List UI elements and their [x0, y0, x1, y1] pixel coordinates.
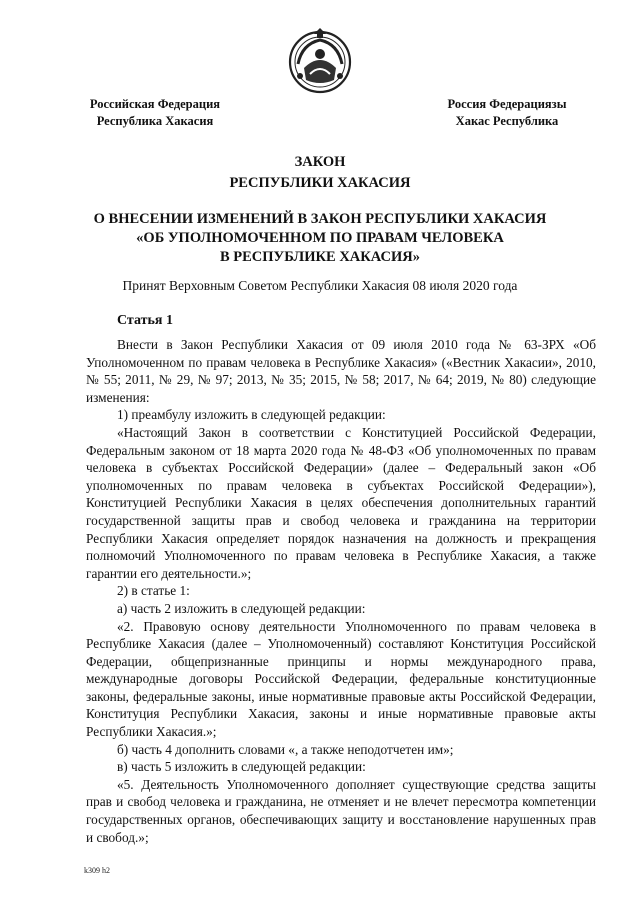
header-right	[432, 96, 582, 130]
doc-subtitle-line1: О ВНЕСЕНИИ ИЗМЕНЕНИЙ В ЗАКОН РЕСПУБЛИКИ ХАКАСИЯ	[93, 211, 547, 227]
paragraph: «Настоящий Закон в соответствии с Конституцией Российской Федерации, Федеральным законом от 18 марта 2020 года № 48-ФЗ «Об уполномоченных по правам человека в субъектах Российской Федерации» (далее – Федеральный закон «Об уполномоченных по правам человека в субъектах Российской Федерации»), Конституцией Республики Хакасия в целях обеспечения дополнительных гарантий государственной защиты прав и свобод человека и гражданина на территории Республики Хакасия определяет порядок назначения на должность и прекращения полномочий Уполномоченного по правам человека в Республике Хакасия, а также гарантии его деятельности.»;	[86, 424, 596, 581]
header-right-country: Россия Федерациязы	[447, 97, 567, 111]
article-body	[86, 336, 596, 846]
coat-of-arms-icon	[284, 24, 356, 96]
header-left-republic: Республика Хакасия	[96, 114, 214, 128]
footer-code: k309 h2	[84, 866, 110, 875]
doc-subtitle-line2: «ОБ УПОЛНОМОЧЕННОМ ПО ПРАВАМ ЧЕЛОВЕКА	[136, 230, 504, 246]
paragraph: 2) в статье 1:	[117, 583, 190, 599]
adoption-line: Принят Верховным Советом Республики Хакасия 08 июля 2020 года	[122, 278, 518, 293]
paragraph: «5. Деятельность Уполномоченного дополняет существующие средства защиты прав и свобод человека и гражданина, не отменяет и не влечет пересмотра компетенции государственных органов, обеспечивающих защиту и восстановление нарушенных прав и свобод.»;	[86, 776, 596, 845]
doc-title-law: ЗАКОН	[294, 154, 346, 170]
doc-title-republic: РЕСПУБЛИКИ ХАКАСИЯ	[229, 175, 411, 191]
paragraph: Внести в Закон Республики Хакасия от 09 июля 2010 года № 63-ЗРХ «Об Уполномоченном по правам человека в Республике Хакасия» («Вестник Хакасии», 2010, № 55; 2011, № 29, № 97; 2013, № 35; 2015, № 58; 2017, № 64; 2019, № 80) следующие изменения:	[86, 337, 596, 405]
paragraph: в) часть 5 изложить в следующей редакции:	[117, 759, 366, 775]
doc-subtitle-line3: В РЕСПУБЛИКЕ ХАКАСИЯ»	[219, 249, 420, 265]
header-left-country: Российская Федерация	[89, 97, 221, 111]
header-right-republic: Хакас Республика	[455, 114, 559, 128]
paragraph: б) часть 4 дополнить словами «, а также неподотчетен им»;	[117, 741, 454, 757]
article-heading: Статья 1	[117, 313, 173, 328]
header-left	[80, 96, 230, 130]
paragraph: 1) преамбулу изложить в следующей редакции:	[117, 407, 386, 423]
paragraph: «2. Правовую основу деятельности Уполномоченного по правам человека в Республике Хакасия (далее – Уполномоченный) составляют Конституция Российской Федерации, общепризнанные принципы и нормы международного права, международные договоры Российской Федерации, федеральные конституционные законы, федеральные законы, иные нормативные правовые акты Российской Федерации, Конституция Республики Хакасия, законы и иные нормативные правовые акты Республики Хакасия.»;	[86, 618, 596, 740]
paragraph: а) часть 2 изложить в следующей редакции:	[117, 600, 366, 616]
